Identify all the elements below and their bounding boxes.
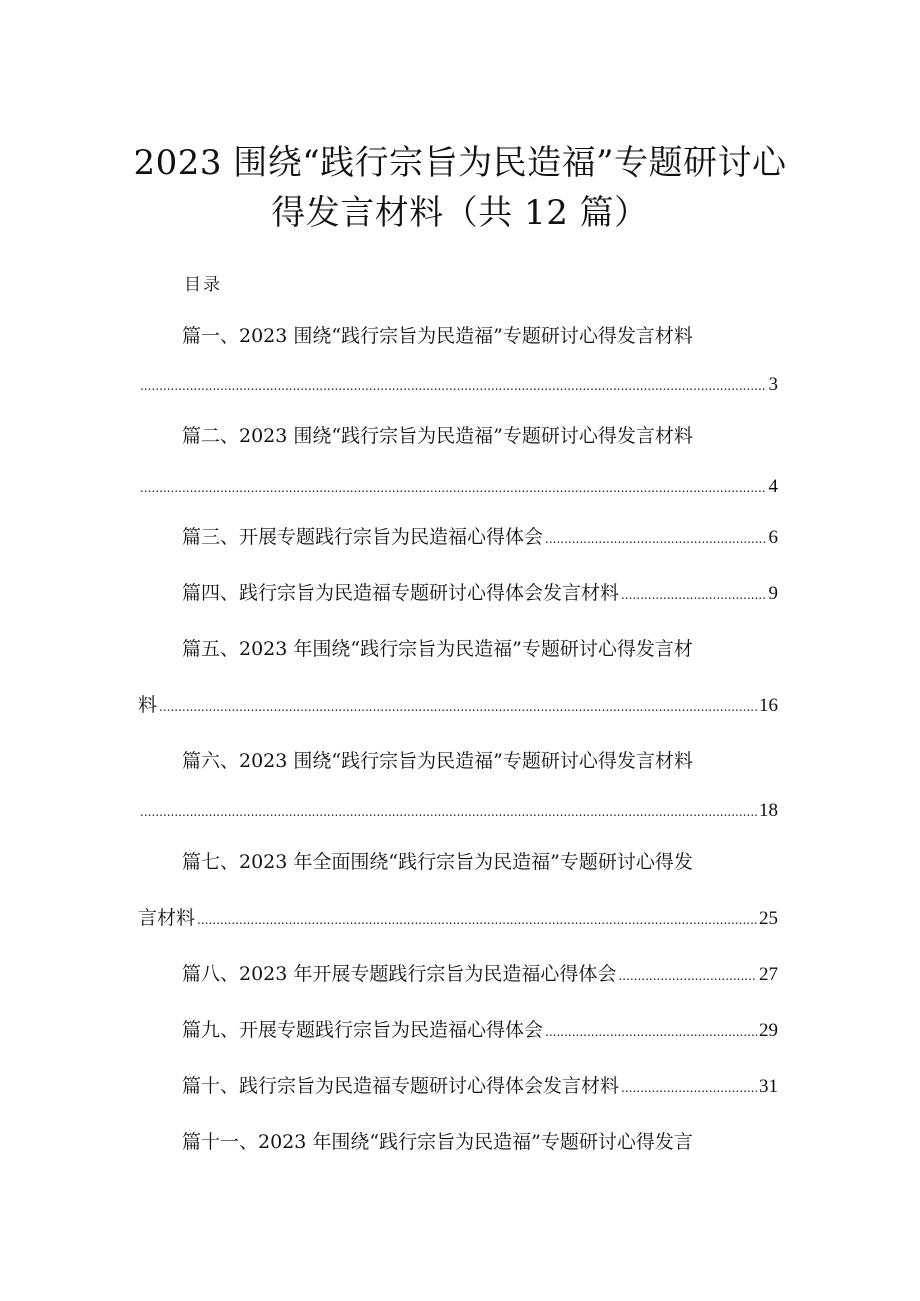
toc-entry-3-text: 篇三、开展专题践行宗旨为民造福心得体会 bbox=[182, 526, 544, 548]
toc-entry-7-continuation: 言材料 bbox=[138, 907, 196, 929]
toc-entry-5-leader[interactable] bbox=[138, 692, 778, 718]
toc-entry-5[interactable] bbox=[182, 636, 693, 662]
toc-entry-5-continuation: 料 bbox=[138, 694, 158, 716]
toc-entry-7-leader[interactable] bbox=[138, 905, 778, 931]
document-title-line-2: 得发言材料（共 12 篇） bbox=[271, 193, 649, 233]
leader-dots bbox=[197, 907, 757, 933]
toc-entry-9[interactable] bbox=[182, 1017, 778, 1043]
toc-entry-4-page: 9 bbox=[768, 583, 778, 604]
toc-entry-1-text: 篇一、2023 围绕“践行宗旨为民造福”专题研讨心得发言材料 bbox=[182, 325, 693, 347]
toc-entry-7[interactable] bbox=[182, 849, 693, 875]
toc-entry-6[interactable] bbox=[182, 748, 693, 774]
toc-entry-6-page: 18 bbox=[759, 800, 778, 821]
toc-entry-7-page: 25 bbox=[759, 908, 778, 929]
toc-entry-6-leader[interactable] bbox=[138, 798, 778, 824]
toc-entry-3[interactable] bbox=[182, 524, 778, 550]
leader-dots bbox=[621, 582, 766, 608]
toc-entry-8[interactable] bbox=[182, 961, 778, 987]
toc-entry-5-text: 篇五、2023 年围绕“践行宗旨为民造福”专题研讨心得发言材 bbox=[182, 638, 693, 660]
toc-entry-9-text: 篇九、开展专题践行宗旨为民造福心得体会 bbox=[182, 1019, 544, 1041]
toc-entry-2[interactable] bbox=[182, 423, 693, 449]
leader-dots bbox=[618, 963, 757, 989]
leader-dots bbox=[140, 799, 757, 825]
toc-entry-2-page: 4 bbox=[768, 476, 778, 497]
toc-entry-1-leader[interactable] bbox=[138, 372, 778, 398]
toc-entry-1[interactable] bbox=[182, 323, 693, 349]
leader-dots bbox=[621, 1075, 757, 1101]
toc-entry-4[interactable] bbox=[182, 580, 778, 606]
toc-entry-10[interactable] bbox=[182, 1073, 778, 1099]
toc-entry-10-text: 篇十、践行宗旨为民造福专题研讨心得体会发言材料 bbox=[182, 1075, 620, 1097]
leader-dots bbox=[545, 1019, 757, 1045]
toc-entry-2-text: 篇二、2023 围绕“践行宗旨为民造福”专题研讨心得发言材料 bbox=[182, 425, 693, 447]
document-title-line-1: 2023 围绕“践行宗旨为民造福”专题研讨心 bbox=[133, 143, 787, 183]
leader-dots bbox=[545, 526, 766, 552]
toc-entry-9-page: 29 bbox=[759, 1020, 778, 1041]
toc-entry-2-leader[interactable] bbox=[138, 474, 778, 500]
toc-entry-1-page: 3 bbox=[768, 374, 778, 395]
toc-entry-10-page: 31 bbox=[759, 1076, 778, 1097]
toc-entry-7-text: 篇七、2023 年全面围绕“践行宗旨为民造福”专题研讨心得发 bbox=[182, 851, 693, 873]
leader-dots bbox=[159, 694, 757, 720]
leader-dots bbox=[140, 373, 767, 399]
toc-entry-8-text: 篇八、2023 年开展专题践行宗旨为民造福心得体会 bbox=[182, 963, 617, 985]
leader-dots bbox=[140, 475, 767, 501]
toc-entry-5-page: 16 bbox=[759, 695, 778, 716]
toc-entry-8-page: 27 bbox=[759, 964, 778, 985]
toc-entry-6-text: 篇六、2023 围绕“践行宗旨为民造福”专题研讨心得发言材料 bbox=[182, 750, 693, 772]
toc-entry-11[interactable] bbox=[182, 1129, 693, 1155]
toc-entry-4-text: 篇四、践行宗旨为民造福专题研讨心得体会发言材料 bbox=[182, 582, 620, 604]
toc-entry-3-page: 6 bbox=[768, 527, 778, 548]
toc-heading: 目录 bbox=[184, 275, 222, 295]
toc-entry-11-text: 篇十一、2023 年围绕“践行宗旨为民造福”专题研讨心得发言 bbox=[182, 1131, 693, 1153]
